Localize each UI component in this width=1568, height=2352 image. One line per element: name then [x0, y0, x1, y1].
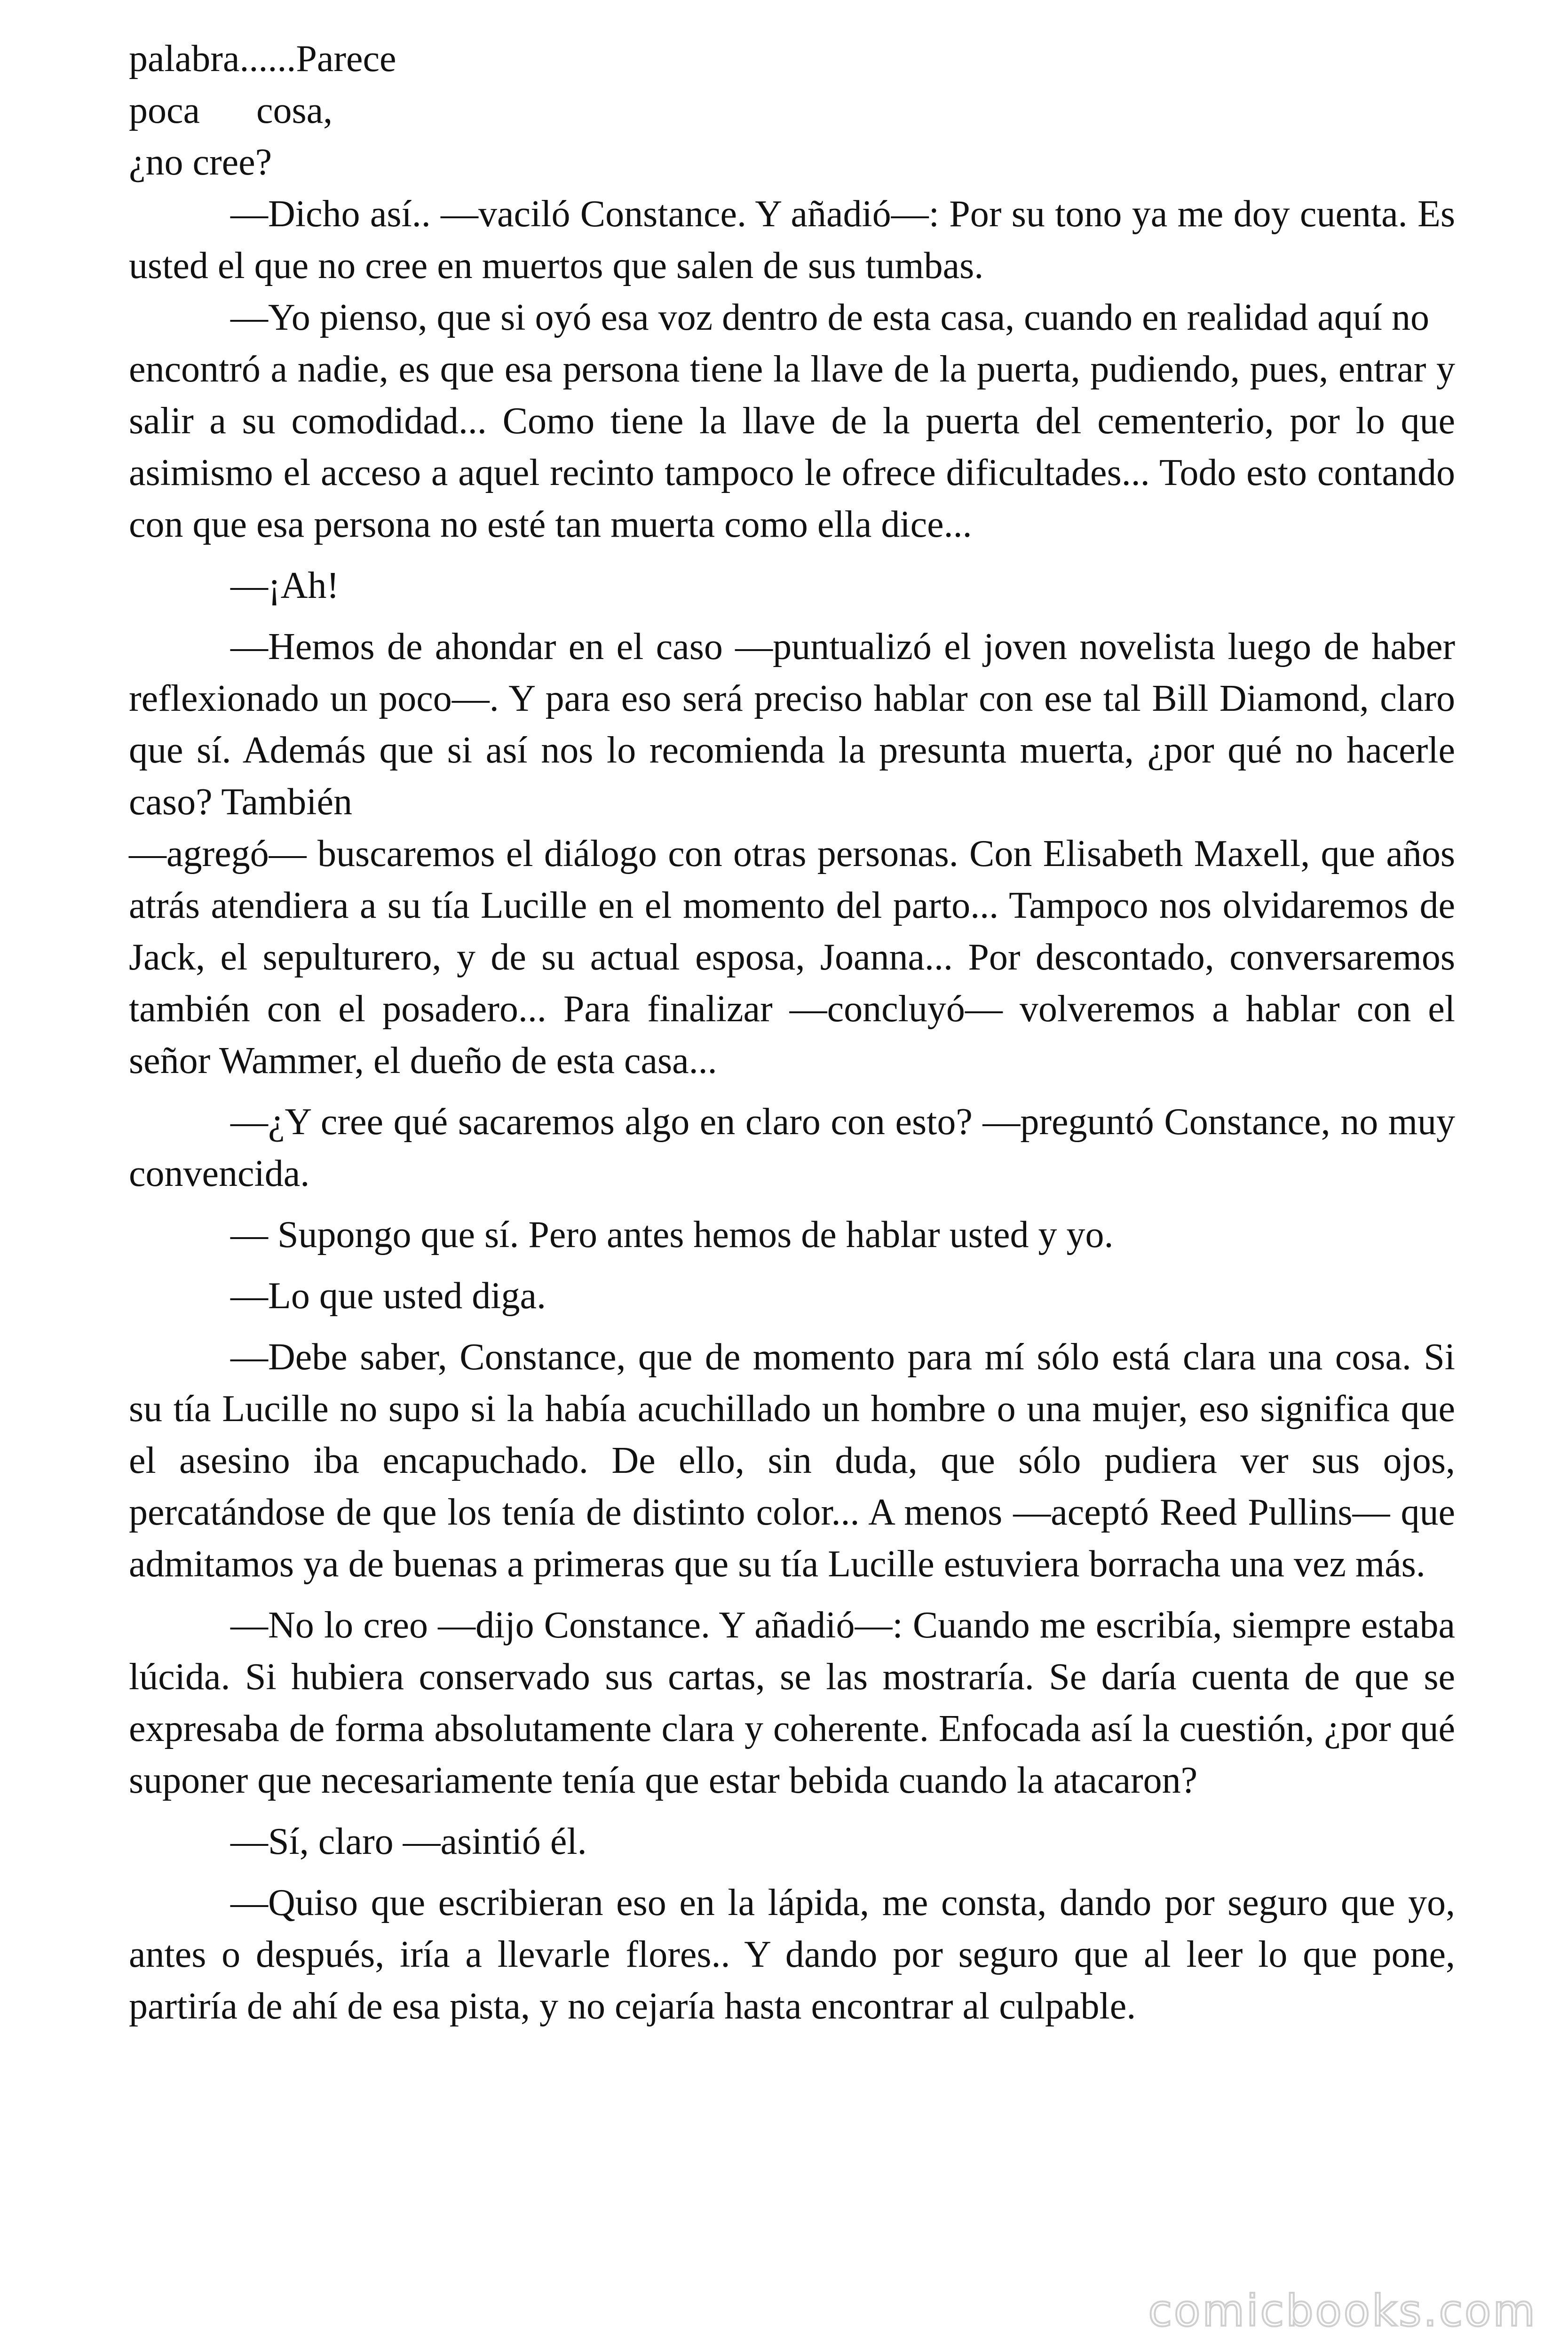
text-line: poca cosa, [129, 90, 333, 131]
paragraph: encontró a nadie, es que esa persona tiene la llave de la puerta, pudiendo, pues, entrar y salir a su comodidad... Como tiene la llave de la puerta del cementerio, por lo que asimismo el acceso a aquel recinto tampoco le ofrece dificultades... Todo esto contando con que esa persona no esté tan muerta como ella dice... [129, 349, 1455, 545]
text-line: ¿no cree? [129, 142, 272, 183]
watermark: comicbooks.com [1148, 2286, 1537, 2336]
paragraph: —Hemos de ahondar en el caso —puntualizó el joven novelista luego de haber reflexionado un poco—. Y para eso será preciso hablar con ese tal Bill Diamond, claro que sí. Además que si así nos lo recomienda la presunta muerta, ¿por qué no hacerle caso? También [129, 626, 1455, 823]
paragraph: —¡Ah! [230, 565, 340, 606]
paragraph: — Supongo que sí. Pero antes hemos de hablar usted y yo. [230, 1214, 1114, 1255]
page-text [129, 33, 1455, 2032]
paragraph: —Debe saber, Constance, que de momento para mí sólo está clara una cosa. Si su tía Lucille no supo si la había acuchillado un hombre o una mujer, eso significa que el asesino iba encapuchado. De ello, sin duda, que sólo pudiera ver sus ojos, percatándose de que los tenía de distinto color... A menos —aceptó Reed Pullins— que admitamos ya de buenas a primeras que su tía Lucille estuviera borracha una vez más. [129, 1336, 1455, 1585]
text-line: palabra......Parece [129, 38, 396, 79]
paragraph: —Yo pienso, que si oyó esa voz dentro de esta casa, cuando en realidad aquí no [230, 297, 1429, 338]
paragraph: —agregó— buscaremos el diálogo con otras personas. Con Elisabeth Maxell, que años atrás atendiera a su tía Lucille en el momento del parto... Tampoco nos olvidaremos de Jack, el sepulturero, y de su actual esposa, Joanna... Por descontado, conversaremos también con el posadero... Para finalizar —concluyó— volveremos a hablar con el señor Wammer, el dueño de esta casa... [129, 833, 1455, 1081]
paragraph: —Quiso que escribieran eso en la lápida, me consta, dando por seguro que yo, antes o después, iría a llevarle flores.. Y dando por seguro que al leer lo que pone, partiría de ahí de esa pista, y no cejaría hasta encontrar al culpable. [129, 1882, 1455, 2027]
paragraph: —No lo creo —dijo Constance. Y añadió—: Cuando me escribía, siempre estaba lúcida. Si hubiera conservado sus cartas, se las mostraría. Se daría cuenta de que se expresaba de forma absolutamente clara y coherente. Enfocada así la cuestión, ¿por qué suponer que necesariamente tenía que estar bebida cuando la atacaron? [129, 1605, 1455, 1801]
paragraph: —Dicho así.. —vaciló Constance. Y añadió—: Por su tono ya me doy cuenta. Es usted el que no cree en muertos que salen de sus tumbas. [129, 193, 1455, 286]
paragraph: —Lo que usted diga. [230, 1275, 546, 1317]
paragraph: —¿Y cree qué sacaremos algo en claro con esto? —preguntó Constance, no muy convencida. [129, 1101, 1455, 1194]
paragraph: —Sí, claro —asintió él. [230, 1821, 587, 1862]
